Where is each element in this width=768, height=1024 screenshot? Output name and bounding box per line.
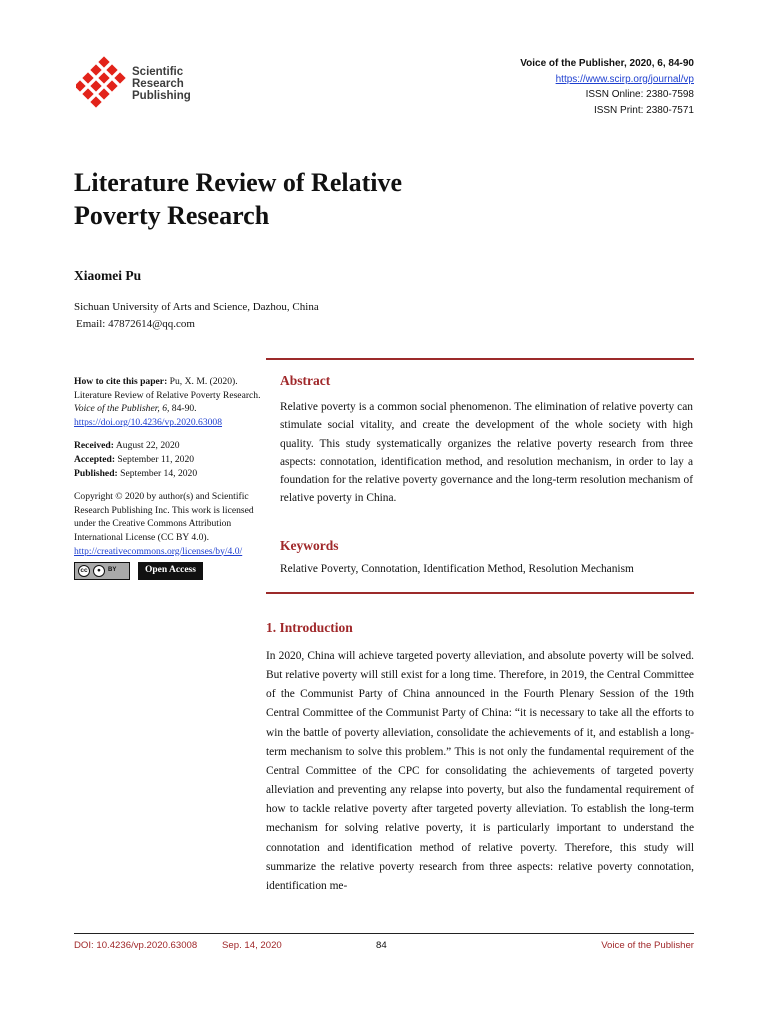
journal-citation: Voice of the Publisher, 2020, 6, 84-90 [520,58,694,69]
footer-date: Sep. 14, 2020 [222,940,282,951]
cc-by-badge[interactable] [74,562,130,580]
publisher-name-line: Research [132,78,184,90]
publisher-logo [76,56,204,112]
attribution-person-icon: ● [93,565,105,577]
paper-title-line: Literature Review of Relative [74,168,403,197]
article-sidebar [74,375,266,580]
cc-by-label: BY [108,567,117,574]
author-affiliation: Sichuan University of Arts and Science, Dazhou, China [74,301,319,313]
cite-text: Pu, X. M. (2020). Literature Review of Relative Poverty Research. [74,376,261,401]
journal-url-link[interactable]: https://www.scirp.org/journal/vp [555,73,694,85]
author-name: Xiaomei Pu [74,268,142,283]
footer-journal: Voice of the Publisher [601,940,694,951]
copyright-text: Copyright © 2020 by author(s) and Scientific Research Publishing Inc. This work is licensed under the Creative Commons Attribution International License (CC BY 4.0). [74,491,254,543]
open-access-badge[interactable]: Open Access [138,562,203,580]
published-label: Published: [74,467,118,479]
logo-diamond-icon [76,56,132,112]
copyright-block [74,490,266,558]
abstract-heading: Abstract [280,373,331,388]
received-date: August 22, 2020 [113,440,180,452]
published-row [74,467,266,481]
journal-info [520,56,694,118]
page-number: 84 [376,940,387,951]
citation-block [74,375,266,429]
footer-rule [74,933,694,934]
footer-doi: DOI: 10.4236/vp.2020.63008 [74,940,198,951]
received-label: Received: [74,440,114,452]
cite-journal: Voice of the Publisher, 6, [74,403,170,415]
author-email: Email: 47872614@qq.com [76,318,195,330]
issn-online: ISSN Online: 2380-7598 [585,89,694,100]
dates-block [74,439,266,480]
abstract-bottom-rule [266,592,694,594]
publisher-name-line: Scientific [132,66,184,78]
accepted-date: September 11, 2020 [115,453,195,465]
keywords-text: Relative Poverty, Connotation, Identification Method, Resolution Mechanism [280,563,634,575]
abstract-text: Relative poverty is a common social phenomenon. The elimination of relative poverty can stimulate social vitality, and create the development of the whole society with high quality. This study systematically organizes the relative poverty research from three aspects: connotation, identification method, and resolution mechanism, in order to lay a foundation for the relative poverty governance and the long-term resolution mechanism of relative poverty in China. [280,401,693,505]
abstract-top-rule [266,358,694,360]
accepted-label: Accepted: [74,453,116,465]
introduction-text: In 2020, China will achieve targeted poverty alleviation, and absolute poverty will be solved. But relative poverty will still exist for a long time. Therefore, in 2019, the Central Committee of the Communist Party of China announced in the Fourth Plenary Session of the 19th Central Committee of the Communist Party of China: “it is necessary to take all the efforts to win the battle of poverty alleviation, consolidate the achievements of it, and establish a long-term mechanism to solve this problem.” This is not only the fundamental requirement of the Central Committee of the CPC for consolidating the achievements of targeted poverty alleviation and preventing any relapse into poverty, but also the fundamental requirement of how to tackle relative poverty after targeted poverty alleviation. To establish the long-term mechanism for solving relative poverty, it is particularly important to understand the connotation and identification method of relative poverty. Therefore, this study will summarize the relative poverty research from three aspects: relative poverty connotation, identification me- [266,650,694,892]
doi-link[interactable]: https://doi.org/10.4236/vp.2020.63008 [74,416,223,428]
introduction-heading: 1. Introduction [266,620,353,635]
received-row [74,439,266,453]
paper-title [74,166,402,232]
cite-label: How to cite this paper: [74,376,168,387]
creative-commons-icon: cc [78,565,90,577]
paper-title-line: Poverty Research [74,201,270,230]
publisher-name [132,66,191,102]
published-date: September 14, 2020 [117,467,198,479]
publisher-name-line: Publishing [132,90,191,102]
cite-pages: 84-90. [169,403,197,415]
accepted-row [74,453,266,467]
license-badges [74,562,266,580]
license-link[interactable]: http://creativecommons.org/licenses/by/4.0/ [74,545,243,557]
issn-print: ISSN Print: 2380-7571 [593,104,694,116]
keywords-heading: Keywords [280,538,339,553]
